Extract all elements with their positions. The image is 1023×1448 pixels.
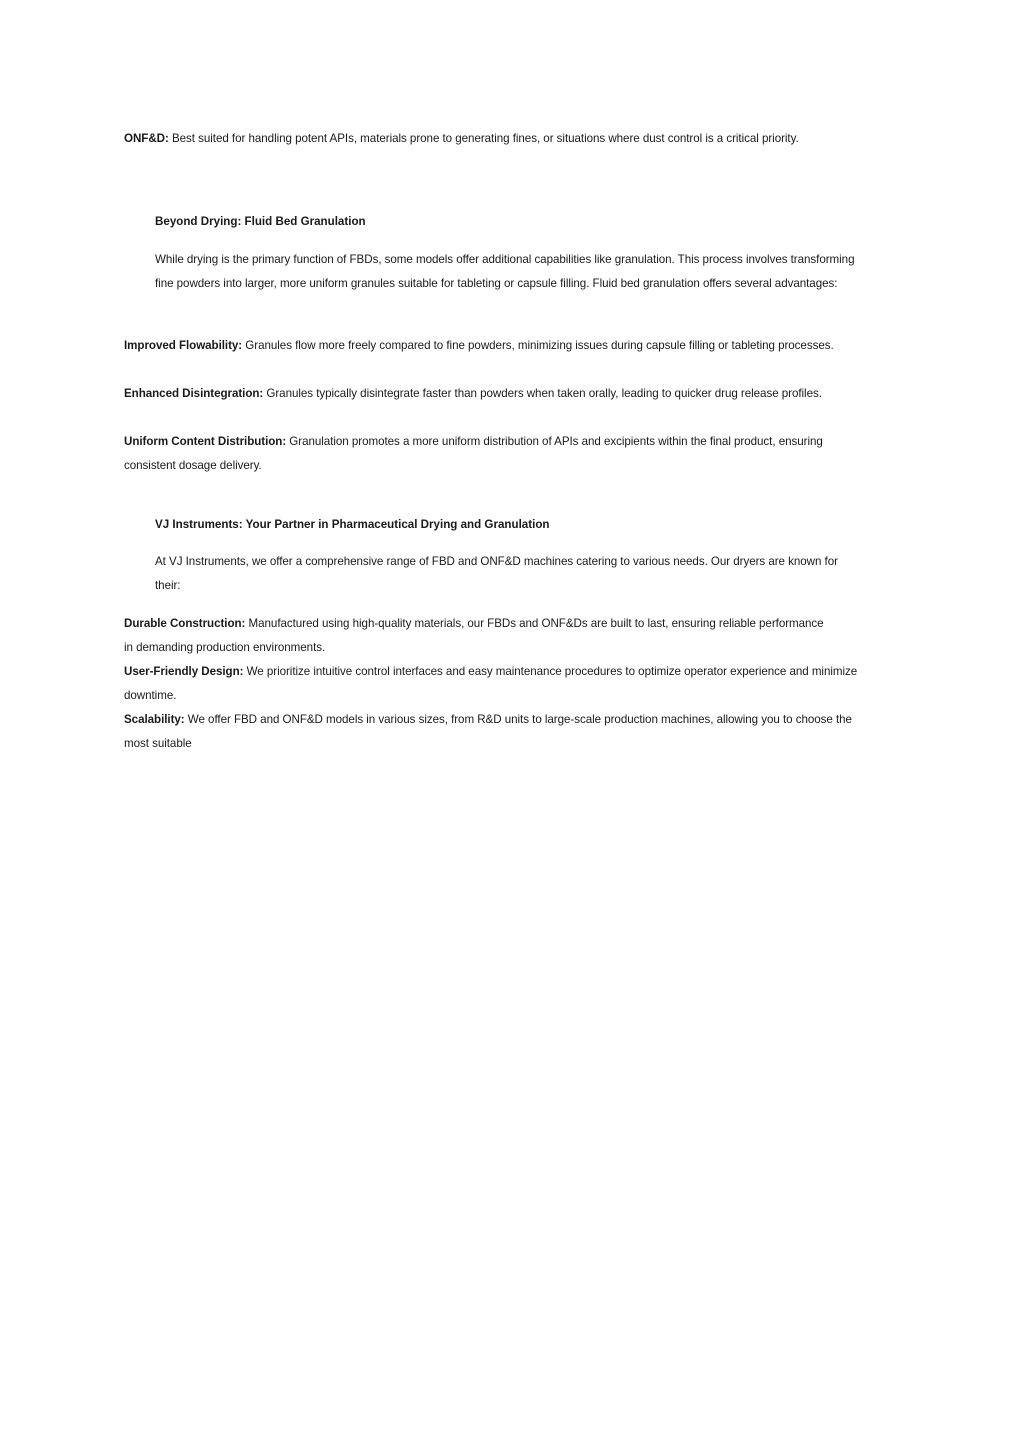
feature-label: Durable Construction: [124,617,246,630]
granulation-intro: While drying is the primary function of FBDs, some models offer additional capabilities like granulation. This process involves transforming fine powders into larger, more uniform granules suitable for tableting or capsule filling. Fluid bed granulation offers several advantages: [155,253,855,290]
feature-item-scalability [124,708,859,756]
onfd-paragraph [124,127,844,151]
vj-intro: At VJ Instruments, we offer a comprehensive range of FBD and ONF&D machines catering to various needs. Our dryers are known for their: [155,555,838,592]
feature-label: User-Friendly Design: [124,665,244,678]
section-heading-granulation: Beyond Drying: Fluid Bed Granulation [155,215,366,228]
onfd-label: ONF&D: [124,132,169,145]
advantage-text: Granules typically disintegrate faster than powders when taken orally, leading to quicker drug release profiles. [263,387,822,400]
onfd-text: Best suited for handling potent APIs, materials prone to generating fines, or situations where dust control is a critical priority. [168,132,799,145]
feature-text: Manufactured using high-quality materials, our FBDs and ONF&Ds are built to last, ensuring reliable performance in demanding production environments. [124,617,824,654]
feature-text: We offer FBD and ONF&D models in various sizes, from R&D units to large-scale production machines, allowing you to choose the most suitable [124,713,852,750]
advantage-item-disintegration [124,382,854,406]
advantage-text: Granulation promotes a more uniform distribution of APIs and excipients within the final product, ensuring consistent dosage delivery. [124,435,823,472]
advantage-item-content-distribution [124,430,854,478]
advantage-label: Enhanced Disintegration: [124,387,264,400]
advantage-text: Granules flow more freely compared to fine powders, minimizing issues during capsule filling or tableting processes. [242,339,834,352]
advantage-item-flowability [124,334,854,358]
feature-label: Scalability: [124,713,185,726]
advantage-label: Uniform Content Distribution: [124,435,287,448]
feature-item-durable [124,612,824,660]
section-heading-vj-instruments: VJ Instruments: Your Partner in Pharmaceutical Drying and Granulation [155,518,550,531]
feature-item-user-friendly [124,660,859,708]
advantage-label: Improved Flowability: [124,339,243,352]
feature-text: We prioritize intuitive control interfaces and easy maintenance procedures to optimize operator experience and minimize downtime. [124,665,858,702]
